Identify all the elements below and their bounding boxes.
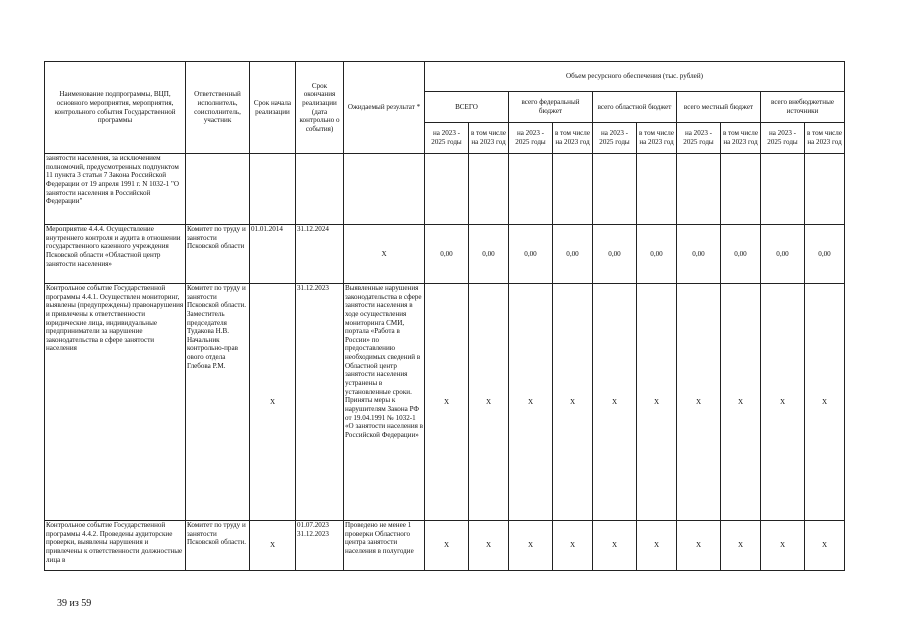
program-table xyxy=(44,61,845,571)
row-value: X xyxy=(593,521,637,571)
row-value xyxy=(425,154,469,225)
row-start: 01.01.2014 xyxy=(250,225,296,284)
header-end: Срок окончания реализации (дата контрольно о события) xyxy=(296,62,344,154)
header-resources: Объем ресурсного обеспечения (тыс. рублей) xyxy=(425,62,845,92)
row-value: 0,00 xyxy=(805,225,845,284)
sub-header-total: на 2023 - 2025 годы xyxy=(593,123,637,154)
header-result: Ожидаемый результат * xyxy=(344,62,425,154)
row-value: X xyxy=(509,521,553,571)
row-responsible: Комитет по труду и занятости Псковской области. Заместитель председателя Тудакова Н.В. Начальник контрольно-прав ового отдела Глебова Р.М. xyxy=(186,284,250,521)
row-name: Мероприятие 4.4.4. Осуществление внутреннего контроля и аудита в отношении государственного казенного учреждения Псковской области «Областной центр занятости населения» xyxy=(45,225,186,284)
row-value: X xyxy=(637,284,677,521)
row-value: X xyxy=(721,284,761,521)
row-name: занятости населения, за исключением полномочий, предусмотренных подпунктом 11 пункта 3 статьи 7 Закона Российской Федерации от 19 апреля 1991 г. N 1032-1 "О занятости населения в Российской Федерации" xyxy=(45,154,186,225)
row-value: 0,00 xyxy=(425,225,469,284)
row-start xyxy=(250,154,296,225)
sub-header-total: на 2023 - 2025 годы xyxy=(509,123,553,154)
row-value: X xyxy=(761,284,805,521)
sub-header-year: в том числе на 2023 год xyxy=(553,123,593,154)
header-name: Наименование подпрограммы, ВЦП, основного мероприятия, мероприятия, контрольного события Государственной программы xyxy=(45,62,186,154)
row-responsible xyxy=(186,154,250,225)
row-value xyxy=(761,154,805,225)
row-value: 0,00 xyxy=(469,225,509,284)
row-value: 0,00 xyxy=(593,225,637,284)
sub-header-total: на 2023 - 2025 годы xyxy=(677,123,721,154)
table-row xyxy=(45,284,845,521)
group-header: всего областной бюджет xyxy=(593,92,677,123)
row-value xyxy=(509,154,553,225)
group-header: всего местный бюджет xyxy=(677,92,761,123)
row-result: Проведено не менее 1 проверки Областного центра занятости населения в полугодие xyxy=(344,521,425,571)
row-value: X xyxy=(637,521,677,571)
sub-header-year: в том числе на 2023 год xyxy=(721,123,761,154)
row-value: X xyxy=(553,284,593,521)
row-result: Выявленные нарушения законодательства в сфере занятости населения в ходе осуществления мониторинга СМИ, портала «Работа в России» по предоставлению необходимых сведений в Областной центр занятости населения устранены в установленные сроки. Приняты меры к нарушителям Закона РФ от 19.04.1991 № 1032-1 «О занятости населения в Российской Федерации» xyxy=(344,284,425,521)
row-value: 0,00 xyxy=(721,225,761,284)
row-value: X xyxy=(677,521,721,571)
row-value: X xyxy=(509,284,553,521)
row-result xyxy=(344,154,425,225)
row-value xyxy=(553,154,593,225)
group-header: всего федеральный бюджет xyxy=(509,92,593,123)
table-row xyxy=(45,225,845,284)
row-start: X xyxy=(250,521,296,571)
row-responsible: Комитет по труду и занятости Псковской области. xyxy=(186,521,250,571)
row-value: 0,00 xyxy=(553,225,593,284)
row-value: X xyxy=(721,521,761,571)
sub-header-total: на 2023 - 2025 годы xyxy=(761,123,805,154)
row-value xyxy=(637,154,677,225)
row-name: Контрольное событие Государственной программы 4.4.1. Осуществлен мониторинг, выявлены (предупреждены) правонарушения и привлечены к ответственности юридические лица, индивидуальные предприниматели за нарушение законодательства в сфере занятости населения xyxy=(45,284,186,521)
sub-header-year: в том числе на 2023 год xyxy=(805,123,845,154)
row-end: 31.12.2024 xyxy=(296,225,344,284)
row-value: 0,00 xyxy=(637,225,677,284)
group-header: ВСЕГО xyxy=(425,92,509,123)
row-value xyxy=(677,154,721,225)
group-header: всего внебюджетные источники xyxy=(761,92,845,123)
row-value: 0,00 xyxy=(509,225,553,284)
page-number: 39 из 59 xyxy=(57,598,92,609)
row-value: X xyxy=(425,521,469,571)
row-value xyxy=(593,154,637,225)
row-value: X xyxy=(593,284,637,521)
row-end: 31.12.2023 xyxy=(296,284,344,521)
row-value: X xyxy=(469,284,509,521)
row-value: X xyxy=(677,284,721,521)
table-row xyxy=(45,154,845,225)
row-value: X xyxy=(805,284,845,521)
row-end: 01.07.2023 31.12.2023 xyxy=(296,521,344,571)
row-value: X xyxy=(805,521,845,571)
row-end xyxy=(296,154,344,225)
row-result: X xyxy=(344,225,425,284)
row-value: X xyxy=(469,521,509,571)
row-start: X xyxy=(250,284,296,521)
row-value: X xyxy=(425,284,469,521)
row-value xyxy=(469,154,509,225)
row-name: Контрольное событие Государственной программы 4.4.2. Проведены аудиторские проверки, выявлены нарушения и привлечены к ответственности должностные лица в xyxy=(45,521,186,571)
row-value: X xyxy=(553,521,593,571)
table-row xyxy=(45,521,845,571)
row-value: 0,00 xyxy=(677,225,721,284)
sub-header-year: в том числе на 2023 год xyxy=(469,123,509,154)
row-responsible: Комитет по труду и занятости Псковской области xyxy=(186,225,250,284)
sub-header-year: в том числе на 2023 год xyxy=(637,123,677,154)
row-value xyxy=(721,154,761,225)
header-responsible: Ответственный исполнитель, соисполнитель, участник xyxy=(186,62,250,154)
row-value xyxy=(805,154,845,225)
row-value: 0,00 xyxy=(761,225,805,284)
sub-header-total: на 2023 - 2025 годы xyxy=(425,123,469,154)
row-value: X xyxy=(761,521,805,571)
header-start: Срок начала реализации xyxy=(250,62,296,154)
